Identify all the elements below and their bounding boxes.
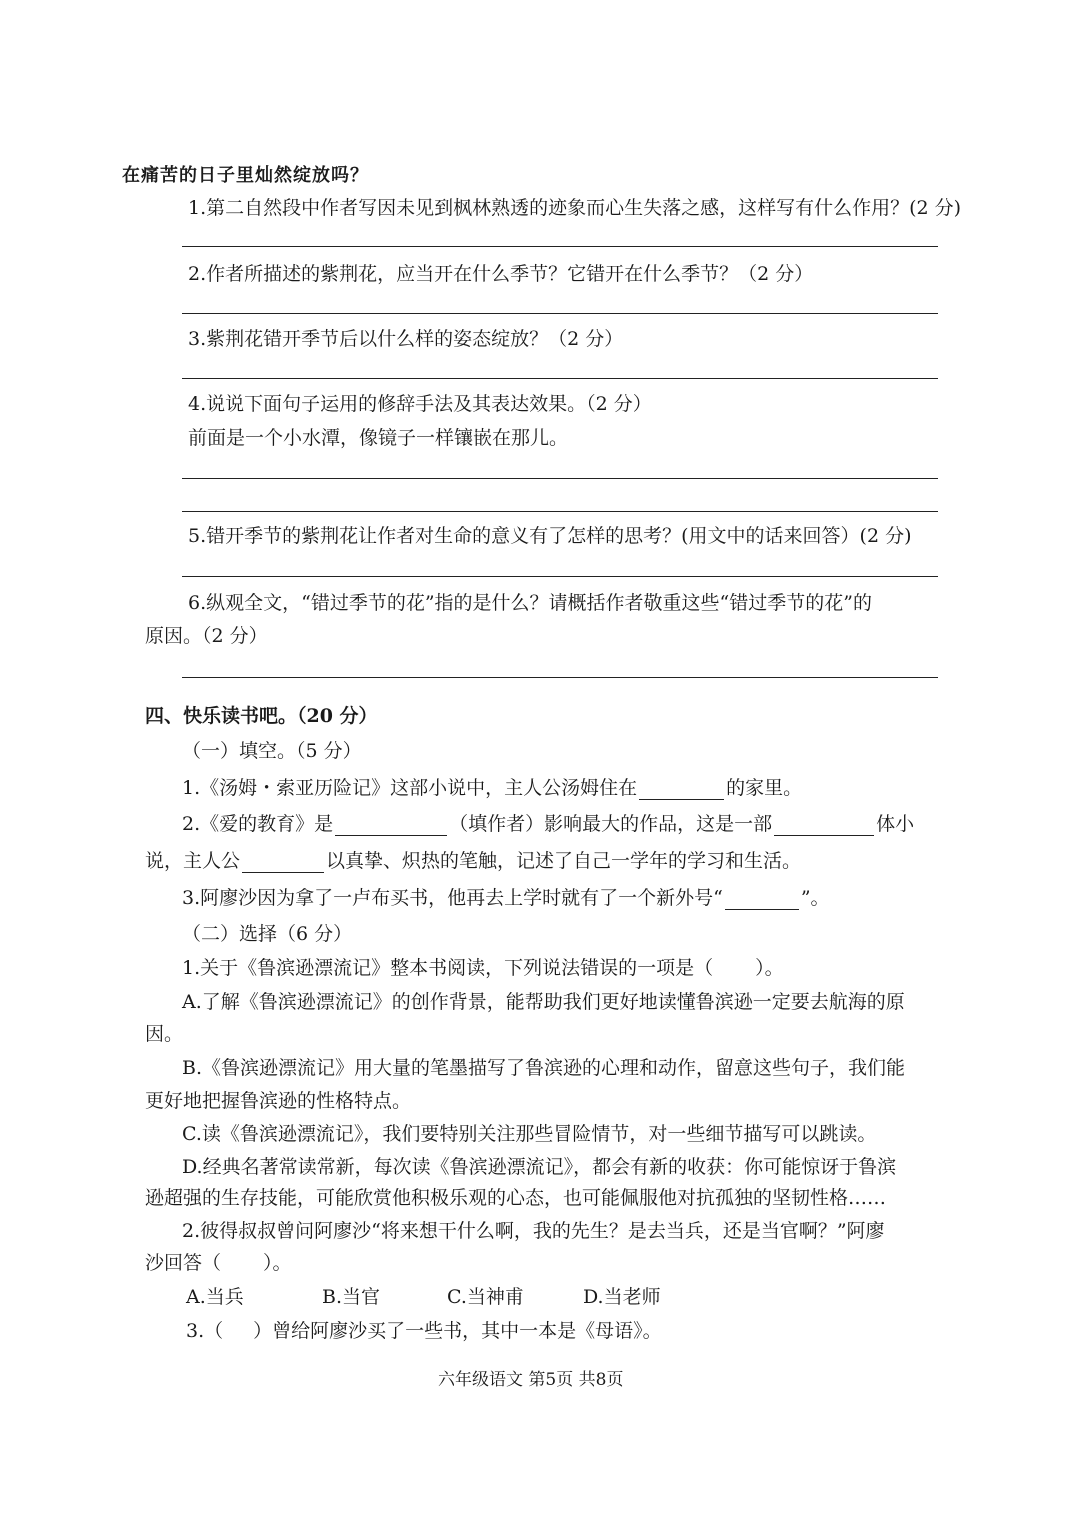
answer-line [182, 478, 938, 479]
answer-line [182, 378, 938, 379]
choice-2-option-a: A.当兵 [186, 1286, 244, 1308]
fill-blank[interactable] [725, 889, 799, 910]
answer-line [182, 246, 938, 247]
option-c: C.读《鲁滨逊漂流记》，我们要特别关注那些冒险情节，对一些细节描写可以跳读。 [182, 1123, 877, 1145]
choice-question-3: 3.（ ）曾给阿廖沙买了一些书，其中一本是《母语》。 [186, 1320, 662, 1342]
option-a-line-1: A.了解《鲁滨逊漂流记》的创作背景，能帮助我们更好地读懂鲁滨逊一定要去航海的原 [182, 991, 905, 1013]
choice-question-1: 1.关于《鲁滨逊漂流记》整本书阅读，下列说法错误的一项是（ ）。 [182, 957, 784, 979]
choice-2-option-c: C.当神甫 [447, 1286, 524, 1308]
part-1-heading: （一）填空。（5 分） [182, 740, 362, 762]
question-5: 5.错开季节的紫荆花让作者对生命的意义有了怎样的思考？(用文中的话来回答）(2 分) [188, 525, 912, 547]
question-6-line-1: 6.纵观全文，“错过季节的花”指的是什么？请概括作者敬重这些“错过季节的花”的 [188, 592, 872, 614]
page-footer: 六年级语文 第5页 共8页 [438, 1370, 624, 1390]
question-3: 3.紫荆花错开季节后以什么样的姿态绽放？（2 分） [188, 328, 624, 350]
question-1: 1.第二自然段中作者写因未见到枫林熟透的迹象而心生失落之感，这样写有什么作用？(2 分) [188, 197, 962, 219]
choice-2-option-b: B.当官 [322, 1286, 381, 1308]
choice-2-option-d: D.当老师 [583, 1286, 661, 1308]
fill-blank[interactable] [639, 779, 724, 800]
part-2-heading: （二）选择（6 分） [182, 923, 353, 945]
section-4-heading: 四、快乐读书吧。（20 分） [145, 705, 378, 727]
question-6-line-2: 原因。（2 分） [145, 625, 268, 647]
answer-line [182, 313, 938, 314]
fill-question-1: 1.《汤姆・索亚历险记》这部小说中，主人公汤姆住在 的家里。 [182, 777, 803, 799]
fill-blank[interactable] [774, 815, 874, 836]
option-b-line-1: B.《鲁滨逊漂流记》用大量的笔墨描写了鲁滨逊的心理和动作，留意这些句子，我们能 [182, 1057, 906, 1079]
question-4: 4.说说下面句子运用的修辞手法及其表达效果。（2 分） [188, 393, 652, 415]
choice-question-2-line-2: 沙回答（ ）。 [145, 1252, 292, 1274]
option-d-line-2: 逊超强的生存技能，可能欣赏他积极乐观的心态，也可能佩服他对抗孤独的坚韧性格…… [145, 1187, 887, 1209]
fill-question-2-line-1: 2.《爱的教育》是 （填作者）影响最大的作品，这是一部 体小 [182, 813, 915, 835]
option-b-line-2: 更好地把握鲁滨逊的性格特点。 [145, 1090, 412, 1112]
answer-line [182, 576, 938, 577]
option-a-line-2: 因。 [145, 1023, 184, 1045]
intro-line: 在痛苦的日子里灿然绽放吗？ [122, 165, 369, 186]
choice-question-2-line-1: 2.彼得叔叔曾问阿廖沙“将来想干什么啊，我的先生？是去当兵，还是当官啊？”阿廖 [182, 1220, 885, 1242]
question-4-sentence: 前面是一个小水潭，像镜子一样镶嵌在那儿。 [188, 427, 569, 449]
answer-line [182, 511, 938, 512]
fill-blank[interactable] [335, 815, 447, 836]
answer-line [182, 677, 938, 678]
option-d-line-1: D.经典名著常读常新，每次读《鲁滨逊漂流记》，都会有新的收获：你可能惊讶于鲁滨 [182, 1156, 897, 1178]
fill-blank[interactable] [242, 852, 324, 873]
question-2: 2.作者所描述的紫荆花，应当开在什么季节？它错开在什么季节？（2 分） [188, 263, 814, 285]
fill-question-3: 3.阿廖沙因为拿了一卢布买书，他再去上学时就有了一个新外号“ ”。 [182, 887, 830, 909]
fill-question-2-line-2: 说，主人公 以真挚、炽热的笔触，记述了自己一学年的学习和生活。 [145, 850, 802, 872]
